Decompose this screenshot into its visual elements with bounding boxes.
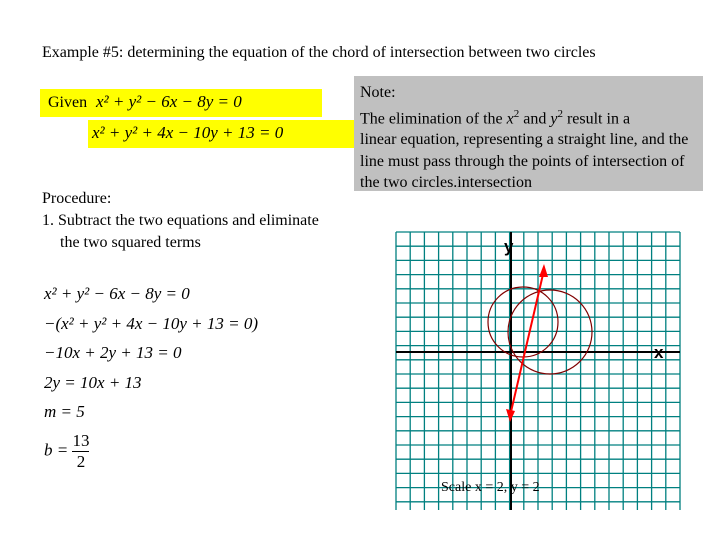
work-row-6 [44, 431, 258, 472]
note-line-1-prefix: The elimination of the [360, 109, 503, 127]
work-row-2: −(x² + y² + 4x − 10y + 13 = 0) [44, 313, 259, 333]
given-equation-2: x² + y² + 4x − 10y + 13 = 0 [92, 123, 284, 142]
grid-lines [396, 232, 680, 510]
given-equations [40, 89, 320, 142]
given-label: Given [48, 94, 88, 111]
note-box [354, 76, 703, 191]
note-heading: Note: [360, 84, 396, 101]
b-label: b = [44, 439, 69, 459]
circle-1 [488, 287, 558, 357]
b-denominator: 2 [76, 451, 86, 471]
slide-title: Example #5: determining the equation of the chord of intersection between two circles [42, 44, 596, 61]
work-row-5: m = 5 [44, 402, 85, 421]
chord-arrow-top [539, 264, 548, 277]
y-axis-label: y [504, 237, 514, 256]
note-line-1: The elimination of the $x^2$ and $y^2$ result in a [360, 107, 631, 127]
procedure [42, 188, 319, 254]
procedure-step-1: 1. Subtract the two equations and eliminate [42, 212, 319, 229]
x-axis-label: x [654, 343, 664, 362]
work-row-1: x² + y² − 6x − 8y = 0 [44, 284, 190, 303]
b-numerator: 13 [72, 430, 90, 450]
note-body: linear equation, representing a straight line, and the line must pass through the points of intersection of the two circles.intersection [360, 131, 689, 192]
work-row-3: −10x + 2y + 13 = 0 [44, 343, 182, 362]
scale-label: Scale x = 2, y = 2 [441, 480, 540, 495]
given-equation-1: x² + y² − 6x − 8y = 0 [96, 92, 242, 111]
worked-solution [44, 279, 258, 472]
chord-arrow-bottom [506, 409, 515, 422]
procedure-step-1-cont: the two squared terms [60, 234, 201, 251]
chord-line [510, 270, 544, 416]
note-line-1-suffix: result in a [566, 109, 631, 127]
b-fraction [72, 431, 89, 472]
graph [368, 222, 698, 512]
work-row-4: 2y = 10x + 13 [44, 372, 142, 392]
note-line-1-and: and [523, 109, 547, 127]
procedure-heading: Procedure: [42, 190, 112, 207]
